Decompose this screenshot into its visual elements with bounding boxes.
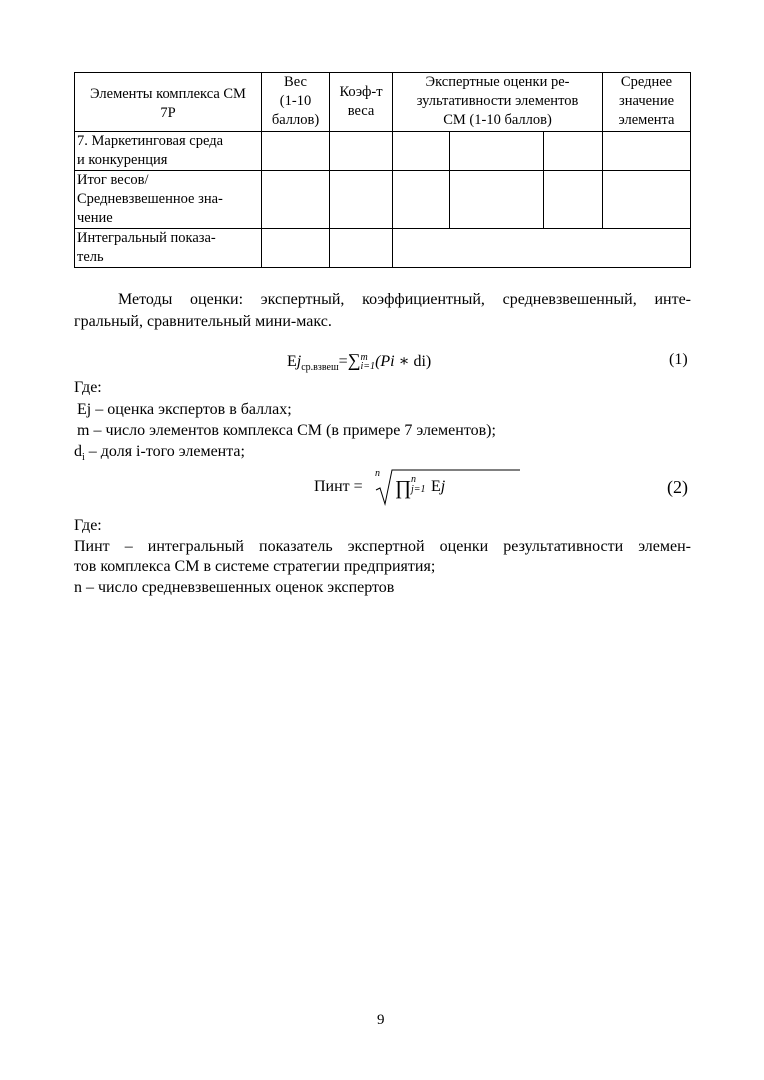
table-cell <box>393 229 691 268</box>
definition-di: $d_i$ – доля i-того элемента; <box>74 443 245 464</box>
table-cell <box>330 229 393 268</box>
row-label-total: Итог весов/ Средневзвешенное зна- чение <box>75 171 262 229</box>
table-cell <box>330 171 393 229</box>
header-elements: Элементы комплекса СМ 7Р <box>75 73 262 132</box>
table-cell <box>262 132 330 171</box>
definition-m: m – число элементов комплекса СМ (в примере 7 элементов); <box>77 422 496 439</box>
definition-n: n – число средневзвешенных оценок экспертов <box>74 579 395 596</box>
formula-1-number: (1) <box>669 351 688 368</box>
table-cell <box>330 132 393 171</box>
table-cell <box>603 171 691 229</box>
header-expert-scores: Экспертные оценки ре- зультативности элементов СМ (1-10 баллов) <box>393 73 603 132</box>
header-mean: Среднее значение элемента <box>603 73 691 132</box>
table-cell <box>262 171 330 229</box>
formula-1: $Еj_{ср.взвеш}=\sum m$ i=1(Pi ∗ di) <box>287 350 432 374</box>
header-weight: Вес (1-10 баллов) <box>262 73 330 132</box>
header-coef: Коэф-т веса <box>330 73 393 132</box>
table-cell <box>450 132 544 171</box>
row-label-marketing: 7. Маркетинговая среда и конкуренция <box>75 132 262 171</box>
where-label-1: Где: <box>74 379 102 396</box>
table-cell <box>603 132 691 171</box>
assessment-table <box>74 72 691 268</box>
table-cell <box>450 171 544 229</box>
formula-2-number: (2) <box>667 477 688 497</box>
definition-ej: Еj – оценка экспертов в баллах; <box>77 401 292 418</box>
methods-paragraph-line1: Методы оценки: экспертный, коэффициентный, средневзвешенный, инте- <box>118 291 691 308</box>
table-cell <box>544 132 603 171</box>
table-cell <box>544 171 603 229</box>
table-cell <box>393 132 450 171</box>
where-label-2: Где: <box>74 517 102 534</box>
table-cell <box>262 229 330 268</box>
table-cell <box>393 171 450 229</box>
definition-pint-line2: тов комплекса СМ в системе стратегии предприятия; <box>74 558 436 575</box>
methods-paragraph-line2: гральный, сравнительный мини-макс. <box>74 313 332 330</box>
definition-pint-line1: Пинт – интегральный показатель экспертной оценки результативности элемен- <box>74 538 691 555</box>
page-number: 9 <box>377 1012 385 1028</box>
row-label-integral: Интегральный показа- тель <box>75 229 262 268</box>
